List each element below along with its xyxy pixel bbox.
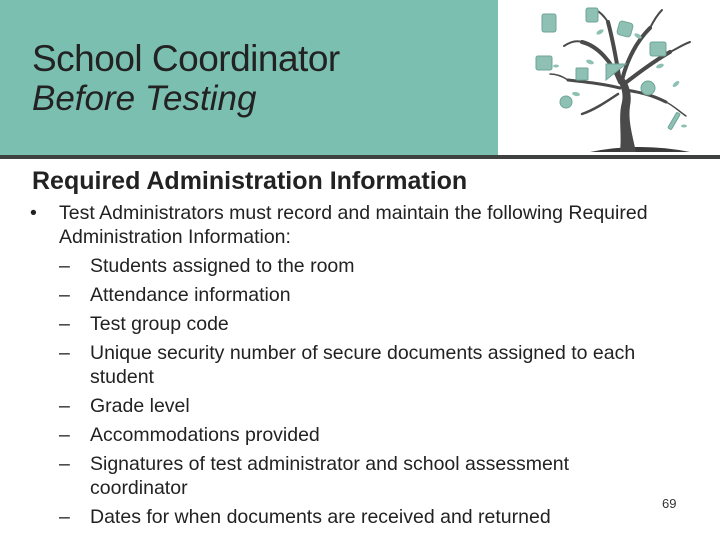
dash-marker: – — [59, 313, 70, 335]
list-item-text: Students assigned to the room — [90, 255, 355, 277]
list-item-text: Grade level — [90, 395, 190, 417]
list-item — [59, 505, 670, 529]
list-item-text: Unique security number of secure documents assigned to each student — [90, 342, 636, 388]
dash-marker: – — [59, 284, 70, 306]
bullet-item — [30, 201, 670, 249]
dash-marker: – — [59, 506, 70, 528]
list-item — [59, 312, 670, 336]
dash-marker: – — [59, 424, 70, 446]
list-item-text: Signatures of test administrator and school assessment coordinator — [90, 453, 570, 499]
list-item-text: Attendance information — [90, 284, 291, 306]
beaker-icon — [586, 8, 598, 22]
book-icon — [650, 42, 666, 56]
pencil-icon — [668, 112, 680, 130]
page-number: 69 — [662, 496, 677, 511]
list-item — [59, 341, 670, 389]
education-tree-graphic — [520, 2, 720, 157]
list-item-text: Dates for when documents are received and returned — [90, 506, 551, 528]
list-item — [59, 452, 670, 500]
slide-subtitle: Before Testing — [32, 79, 257, 118]
globe-icon — [641, 81, 655, 95]
dash-marker: – — [59, 395, 70, 417]
stack-icon — [576, 68, 588, 80]
list-item-text: Accommodations provided — [90, 424, 320, 446]
calculator-icon — [542, 14, 556, 32]
list-item — [59, 423, 670, 447]
dash-marker: – — [59, 453, 70, 475]
slide-title: School Coordinator — [32, 38, 340, 79]
section-heading: Required Administration Information — [32, 167, 468, 195]
bullet-text: Test Administrators must record and maintain the following Required Administration Information: — [59, 202, 648, 248]
puzzle-icon — [616, 20, 633, 37]
content-body — [30, 201, 670, 529]
dash-marker: – — [59, 255, 70, 277]
list-item — [59, 394, 670, 418]
apple-icon — [560, 96, 572, 108]
title-banner — [0, 0, 498, 155]
list-item-text: Test group code — [90, 313, 229, 335]
bullet-marker: • — [30, 202, 37, 224]
microscope-icon — [536, 56, 552, 70]
list-item — [59, 254, 670, 278]
dash-marker: – — [59, 342, 70, 364]
list-item — [59, 283, 670, 307]
